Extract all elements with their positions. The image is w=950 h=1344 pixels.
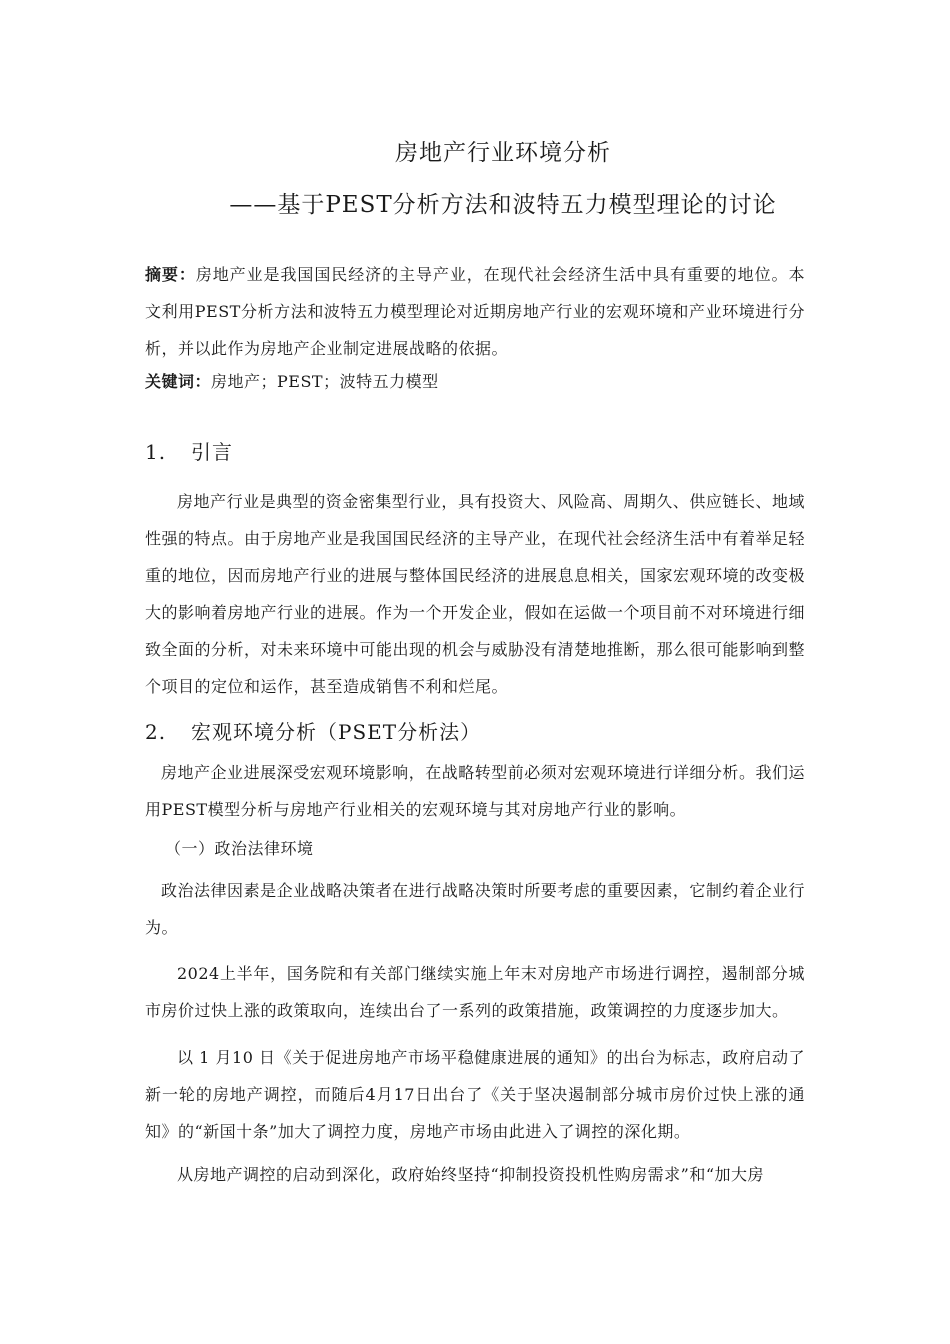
section-2-title: 宏观环境分析（PSET分析法） — [191, 720, 482, 744]
section-2-intro: 房地产企业进展深受宏观环境影响，在战略转型前必须对宏观环境进行详细分析。我们运用PEST模型分析与房地产行业相关的宏观环境与其对房地产行业的影响。 — [145, 763, 805, 819]
abstract — [145, 256, 805, 367]
section-2-heading — [145, 716, 481, 745]
keywords-label: 关键词： — [145, 372, 212, 391]
section-1-heading — [145, 436, 233, 465]
section-1-title: 引言 — [191, 440, 233, 464]
document-subtitle: ——基于PEST分析方法和波特五力模型理论的讨论 — [229, 192, 777, 218]
document-title: 房地产行业环境分析 — [395, 140, 611, 166]
paragraph: 政治法律因素是企业战略决策者在进行战略决策时所要考虑的重要因素，它制约着企业行为。 — [145, 881, 805, 937]
section-1-paragraph: 房地产行业是典型的资金密集型行业，具有投资大、风险高、周期久、供应链长、地域性强的特点。由于房地产业是我国国民经济的主导产业，在现代社会经济生活中有着举足轻重的地位，因而房地产行业的进展与整体国民经济的进展息息相关，国家宏观环境的改变极大的影响着房地产行业的进展。作为一个开发企业，假如在运做一个项目前不对环境进行细致全面的分析，对未来环境中可能出现的机会与威胁没有清楚地推断，那么很可能影响到整个项目的定位和运作，甚至造成销售不利和烂尾。 — [145, 492, 806, 696]
paragraph: 以 1 月10 日《关于促进房地产市场平稳健康进展的通知》的出台为标志，政府启动了新一轮的房地产调控，而随后4月17日出台了《关于坚决遏制部分城市房价过快上涨的通知》的“新国十条”加大了调控力度，房地产市场由此进入了调控的深化期。 — [145, 1048, 805, 1141]
abstract-text: 房地产业是我国国民经济的主导产业，在现代社会经济生活中具有重要的地位。本文利用PEST分析方法和波特五力模型理论对近期房地产行业的宏观环境和产业环境进行分析，并以此作为房地产企业制定进展战略的依据。 — [145, 265, 805, 358]
section-2-number: 2. — [145, 720, 167, 744]
paragraph: 2024上半年，国务院和有关部门继续实施上年末对房地产市场进行调控，遏制部分城市房价过快上涨的政策取向，连续出台了一系列的政策措施，政策调控的力度逐步加大。 — [145, 964, 805, 1020]
abstract-label: 摘要： — [145, 265, 196, 284]
keywords — [145, 363, 805, 400]
keywords-text: 房地产；PEST；波特五力模型 — [211, 372, 439, 391]
subheading-political-legal: （一）政治法律环境 — [165, 839, 314, 858]
section-1-number: 1. — [145, 440, 167, 464]
paragraph: 从房地产调控的启动到深化，政府始终坚持“抑制投资投机性购房需求”和“加大房 — [177, 1165, 765, 1184]
